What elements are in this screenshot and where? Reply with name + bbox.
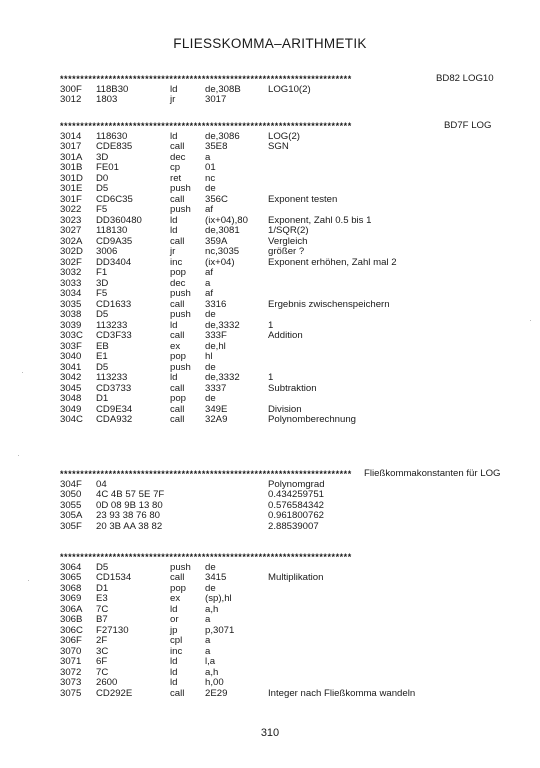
comment: 1 xyxy=(268,372,274,383)
operand: 349E xyxy=(205,403,228,415)
operand: de xyxy=(205,561,216,573)
listing-row xyxy=(60,522,500,533)
listing-row xyxy=(60,342,500,353)
address: 3069 xyxy=(60,593,82,604)
hex-bytes: CD1633 xyxy=(96,298,132,310)
address: 304F xyxy=(60,478,82,490)
listing-row xyxy=(60,384,500,395)
listing-row xyxy=(60,647,500,658)
comment: Ergebnis zwischenspeichern xyxy=(268,298,390,310)
mnemonic: ld xyxy=(170,214,178,226)
operand: de xyxy=(205,183,216,194)
hex-bytes: F5 xyxy=(96,288,108,299)
listing-row xyxy=(60,268,500,279)
operand: a xyxy=(205,645,211,657)
listing-row xyxy=(60,415,500,426)
address: 302D xyxy=(60,246,83,257)
mnemonic: ld xyxy=(170,130,178,142)
listing-row xyxy=(60,85,500,96)
operand: l,a xyxy=(205,656,216,667)
operand: nc xyxy=(205,172,216,184)
comment: größer ? xyxy=(268,246,305,257)
hex-bytes: CD292E xyxy=(96,687,133,699)
listing-row xyxy=(60,657,500,668)
mnemonic: push xyxy=(170,183,191,194)
star-rule: ************************************************************************ xyxy=(60,74,352,84)
comment: 1/SQR(2) xyxy=(268,225,309,236)
address: 301B xyxy=(60,162,83,173)
comment: Subtraktion xyxy=(268,382,317,394)
address: 306B xyxy=(60,614,83,625)
address: 3038 xyxy=(60,309,82,320)
hex-bytes: 3D xyxy=(96,277,109,289)
hex-bytes: 118130 xyxy=(96,225,128,236)
address: 3039 xyxy=(60,319,82,331)
hex-bytes: 04 xyxy=(96,478,107,490)
address: 3014 xyxy=(60,130,82,142)
hex-bytes: 2F xyxy=(96,635,108,646)
hex-bytes: 3D xyxy=(96,151,109,163)
listing-row xyxy=(60,668,500,679)
listing-row xyxy=(60,95,500,106)
listing-row xyxy=(60,258,500,269)
hex-bytes: D5 xyxy=(96,561,109,573)
comment: Exponent erhöhen, Zahl mal 2 xyxy=(268,256,397,268)
address: 3041 xyxy=(60,361,82,373)
listing-row xyxy=(60,195,500,206)
listing-row xyxy=(60,615,500,626)
hex-bytes: 113233 xyxy=(96,319,128,331)
listing-section xyxy=(60,74,500,106)
hex-bytes: E1 xyxy=(96,351,108,362)
listing-row xyxy=(60,689,500,700)
comment: Polynomgrad xyxy=(268,478,325,490)
operand: a xyxy=(205,635,211,646)
listing-row xyxy=(60,605,500,616)
hex-bytes: CD3733 xyxy=(96,382,132,394)
hex-bytes: D1 xyxy=(96,393,109,404)
mnemonic: call xyxy=(170,382,185,394)
operand: de xyxy=(205,361,216,373)
hex-bytes: CDA932 xyxy=(96,414,133,425)
hex-bytes: 7C xyxy=(96,666,109,678)
comment: 0.434259751 xyxy=(268,489,325,500)
listing-row xyxy=(60,205,500,216)
mnemonic: call xyxy=(170,141,185,152)
mnemonic: jr xyxy=(170,94,176,105)
mnemonic: push xyxy=(170,309,191,320)
listing-row xyxy=(60,352,500,363)
operand: 01 xyxy=(205,162,216,173)
listing-row xyxy=(60,636,500,647)
mnemonic: call xyxy=(170,572,185,583)
mnemonic: ld xyxy=(170,603,178,615)
operand: a xyxy=(205,151,211,163)
mnemonic: jr xyxy=(170,246,176,257)
address: 300F xyxy=(60,83,82,95)
mnemonic: inc xyxy=(170,256,183,268)
listing-row xyxy=(60,300,500,311)
hex-bytes: CD1534 xyxy=(96,572,132,583)
hex-bytes: 7C xyxy=(96,603,109,615)
section-separator xyxy=(60,121,500,132)
hex-bytes: CD3F33 xyxy=(96,330,132,341)
address: 303C xyxy=(60,330,83,341)
listing-row xyxy=(60,678,500,689)
address: 301D xyxy=(60,172,83,184)
mnemonic: pop xyxy=(170,267,187,278)
mnemonic: dec xyxy=(170,151,186,163)
mnemonic: call xyxy=(170,330,185,341)
hex-bytes: 3C xyxy=(96,645,109,657)
address: 305F xyxy=(60,520,82,532)
hex-bytes: 1803 xyxy=(96,94,118,105)
mnemonic: call xyxy=(170,298,185,310)
comment: Vergleich xyxy=(268,235,308,247)
mnemonic: ret xyxy=(170,172,182,184)
listing-row xyxy=(60,174,500,185)
mnemonic: jp xyxy=(170,624,178,636)
mnemonic: push xyxy=(170,204,191,215)
section-label: BD7F LOG xyxy=(444,120,492,131)
operand: de,3081 xyxy=(205,225,240,236)
listing-row xyxy=(60,573,500,584)
operand: h,00 xyxy=(205,677,224,688)
listing-row xyxy=(60,394,500,405)
hex-bytes: F1 xyxy=(96,267,108,278)
address: 3071 xyxy=(60,656,82,667)
listing-row xyxy=(60,626,500,637)
hex-bytes: 118630 xyxy=(96,130,128,142)
mnemonic: ld xyxy=(170,677,178,688)
listing-row xyxy=(60,184,500,195)
address: 3045 xyxy=(60,382,82,394)
address: 3027 xyxy=(60,225,82,236)
listing-row xyxy=(60,279,500,290)
listing-row xyxy=(60,142,500,153)
operand: hl xyxy=(205,351,213,362)
address: 302F xyxy=(60,256,82,268)
operand: (ix+04) xyxy=(205,256,235,268)
mnemonic: ex xyxy=(170,593,181,604)
mnemonic: pop xyxy=(170,393,187,404)
hex-bytes: EB xyxy=(96,340,109,352)
listing-row xyxy=(60,584,500,595)
operand: (ix+04),80 xyxy=(205,214,248,226)
hex-bytes: D5 xyxy=(96,309,109,320)
operand: de xyxy=(205,309,216,320)
operand: de,3332 xyxy=(205,372,240,383)
comment: 2.88539007 xyxy=(268,520,319,532)
address: 303F xyxy=(60,340,82,352)
hex-bytes: DD3404 xyxy=(96,256,132,268)
address: 304C xyxy=(60,414,83,425)
address: 3065 xyxy=(60,572,82,583)
comment: 1 xyxy=(268,319,274,331)
mnemonic: or xyxy=(170,614,179,625)
address: 306C xyxy=(60,624,83,636)
hex-bytes: FE01 xyxy=(96,162,119,173)
comment: Integer nach Fließkomma wandeln xyxy=(268,687,416,699)
operand: 333F xyxy=(205,330,227,341)
address: 301E xyxy=(60,183,83,194)
hex-bytes: 4C 4B 57 5E 7F xyxy=(96,489,165,500)
hex-bytes: F27130 xyxy=(96,624,129,636)
operand: de,308B xyxy=(205,83,241,95)
address: 3012 xyxy=(60,94,82,105)
mnemonic: ld xyxy=(170,666,178,678)
section-label: BD82 LOG10 xyxy=(436,73,494,84)
page-number: 310 xyxy=(260,727,280,739)
address: 3075 xyxy=(60,687,82,699)
page-title: FLIESSKOMMA–ARITHMETIK xyxy=(173,36,367,51)
operand: p,3071 xyxy=(205,624,235,636)
address: 3048 xyxy=(60,393,82,404)
mnemonic: ld xyxy=(170,656,178,667)
listing-row xyxy=(60,310,500,321)
operand: 356C xyxy=(205,193,228,205)
listing-row xyxy=(60,226,500,237)
operand: a,h xyxy=(205,666,219,678)
listing-row xyxy=(60,373,500,384)
comment: Exponent, Zahl 0.5 bis 1 xyxy=(268,214,372,226)
address: 306A xyxy=(60,603,83,615)
operand: a xyxy=(205,277,211,289)
listing-section xyxy=(60,121,500,426)
section-separator xyxy=(60,74,500,85)
mnemonic: pop xyxy=(170,351,187,362)
listing-row xyxy=(60,247,500,258)
mnemonic: push xyxy=(170,561,191,573)
operand: a xyxy=(205,614,211,625)
mnemonic: call xyxy=(170,193,185,205)
operand: 32A9 xyxy=(205,414,228,425)
star-rule: ************************************************************************ xyxy=(60,552,352,562)
address: 3055 xyxy=(60,499,82,511)
mnemonic: cpl xyxy=(170,635,183,646)
mnemonic: ex xyxy=(170,340,181,352)
mnemonic: ld xyxy=(170,319,178,331)
address: 301A xyxy=(60,151,83,163)
operand: a,h xyxy=(205,603,219,615)
comment: LOG10(2) xyxy=(268,83,311,95)
operand: af xyxy=(205,204,214,215)
comment: 0.576584342 xyxy=(268,499,325,511)
listing-row xyxy=(60,163,500,174)
comment: Division xyxy=(268,403,302,415)
address: 305A xyxy=(60,510,83,521)
comment: Exponent testen xyxy=(268,193,338,205)
address: 3033 xyxy=(60,277,82,289)
hex-bytes: 0D 08 9B 13 80 xyxy=(96,499,163,511)
operand: de,3086 xyxy=(205,130,240,142)
operand: de xyxy=(205,393,216,404)
address: 3068 xyxy=(60,582,82,594)
listing-row xyxy=(60,511,500,522)
operand: 3316 xyxy=(205,298,227,310)
hex-bytes: D5 xyxy=(96,361,109,373)
comment: SGN xyxy=(268,141,289,152)
section-separator xyxy=(60,469,500,480)
operand: 2E29 xyxy=(205,687,228,699)
operand: (sp),hl xyxy=(205,593,232,604)
mnemonic: ld xyxy=(170,225,178,236)
mnemonic: call xyxy=(170,235,185,247)
mnemonic: call xyxy=(170,414,185,425)
star-rule: ************************************************************************ xyxy=(60,121,352,131)
address: 3050 xyxy=(60,489,82,500)
operand: 359A xyxy=(205,235,228,247)
section-label: Fließkommakonstanten für LOG xyxy=(364,468,501,479)
address: 3073 xyxy=(60,677,82,688)
operand: 35E8 xyxy=(205,141,228,152)
operand: de,hl xyxy=(205,340,226,352)
comment: Addition xyxy=(268,330,303,341)
operand: 3415 xyxy=(205,572,227,583)
address: 3023 xyxy=(60,214,82,226)
hex-bytes: 118B30 xyxy=(96,83,129,95)
address: 301F xyxy=(60,193,82,205)
address: 302A xyxy=(60,235,83,247)
mnemonic: cp xyxy=(170,162,181,173)
hex-bytes: F5 xyxy=(96,204,108,215)
hex-bytes: 2600 xyxy=(96,677,118,688)
address: 3035 xyxy=(60,298,82,310)
listing-row xyxy=(60,331,500,342)
hex-bytes: CD9E34 xyxy=(96,403,133,415)
mnemonic: ld xyxy=(170,372,178,383)
address: 3032 xyxy=(60,267,82,278)
hex-bytes: 20 3B AA 38 82 xyxy=(96,520,163,532)
mnemonic: ld xyxy=(170,83,178,95)
mnemonic: inc xyxy=(170,645,183,657)
comment: Multiplikation xyxy=(268,572,324,583)
operand: de xyxy=(205,582,216,594)
address: 3017 xyxy=(60,141,82,152)
listing-section xyxy=(60,552,500,699)
hex-bytes: 3006 xyxy=(96,246,118,257)
listing-row xyxy=(60,490,500,501)
listing-row xyxy=(60,153,500,164)
hex-bytes: 113233 xyxy=(96,372,128,383)
mnemonic: pop xyxy=(170,582,187,594)
listing-section xyxy=(60,469,500,532)
mnemonic: dec xyxy=(170,277,186,289)
hex-bytes: CD6C35 xyxy=(96,193,133,205)
address: 3042 xyxy=(60,372,82,383)
hex-bytes: DD360480 xyxy=(96,214,142,226)
section-separator xyxy=(60,552,500,563)
address: 3022 xyxy=(60,204,82,215)
star-rule: ************************************************************************ xyxy=(60,469,352,479)
operand: de,3332 xyxy=(205,319,240,331)
comment: Polynomberechnung xyxy=(268,414,357,425)
hex-bytes: 23 93 38 76 80 xyxy=(96,510,161,521)
operand: 3337 xyxy=(205,382,227,394)
listing-row xyxy=(60,594,500,605)
hex-bytes: D5 xyxy=(96,183,109,194)
address: 3049 xyxy=(60,403,82,415)
operand: af xyxy=(205,288,214,299)
mnemonic: push xyxy=(170,361,191,373)
address: 3072 xyxy=(60,666,82,678)
comment: 0.961800762 xyxy=(268,510,325,521)
hex-bytes: D1 xyxy=(96,582,109,594)
address: 306F xyxy=(60,635,82,646)
hex-bytes: CDE835 xyxy=(96,141,133,152)
operand: 3017 xyxy=(205,94,227,105)
mnemonic: call xyxy=(170,403,185,415)
comment: LOG(2) xyxy=(268,130,300,142)
address: 3070 xyxy=(60,645,82,657)
hex-bytes: 6F xyxy=(96,656,108,667)
hex-bytes: CD9A35 xyxy=(96,235,133,247)
address: 3034 xyxy=(60,288,82,299)
address: 3064 xyxy=(60,561,82,573)
listing-row xyxy=(60,289,500,300)
address: 3040 xyxy=(60,351,82,362)
hex-bytes: E3 xyxy=(96,593,108,604)
hex-bytes: D0 xyxy=(96,172,109,184)
operand: af xyxy=(205,267,214,278)
mnemonic: call xyxy=(170,687,185,699)
mnemonic: push xyxy=(170,288,191,299)
operand: nc,3035 xyxy=(205,246,240,257)
hex-bytes: B7 xyxy=(96,614,108,625)
